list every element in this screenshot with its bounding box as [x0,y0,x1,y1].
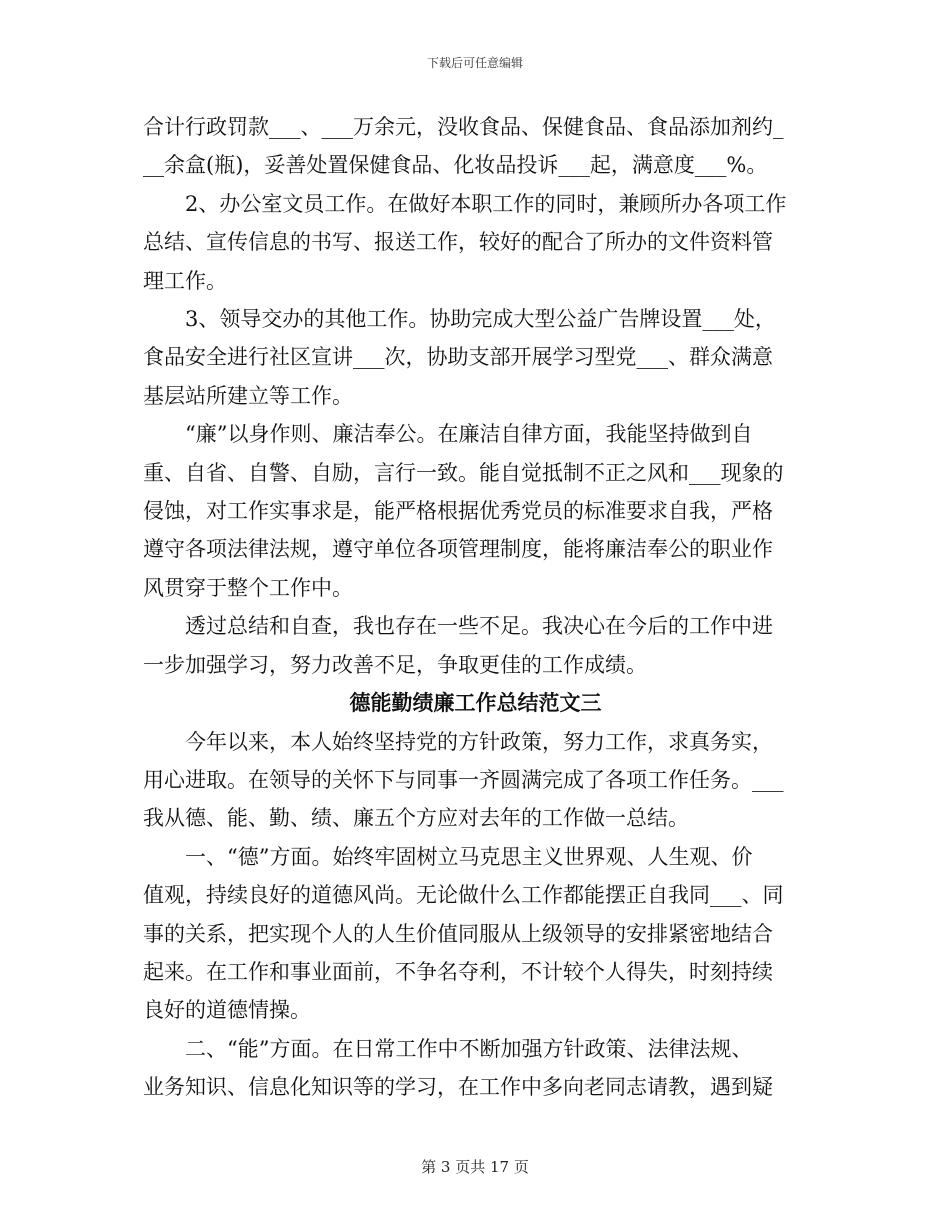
text-line: 总结、宣传信息的书写、报送工作，较好的配合了所办的文件资料管 [143,230,773,255]
text-line: 合计行政罚款___、___万余元，没收食品、保健食品、食品添加剂约_ [143,115,784,139]
text-line: 我从德、能、勤、绩、廉五个方应对去年的工作做一总结。 [143,806,689,831]
text-line: 良好的道德情操。 [143,998,311,1023]
page-footer: 第 3 页共 17 页 [421,1158,529,1176]
text-line: 起来。在工作和事业面前，不争名夺利，不计较个人得失，时刻持续 [143,959,773,984]
text-line: 重、自省、自警、自励，言行一致。能自觉抵制不正之风和___现象的 [143,460,784,485]
text-line: 用心进取。在领导的关怀下与同事一齐圆满完成了各项工作任务。___ [143,767,784,792]
text-line: 值观，持续良好的道德风尚。无论做什么工作都能摆正自我同___、同 [143,883,784,908]
text-line: 3、领导交办的其他工作。协助完成大型公益广告牌设置___处， [185,307,776,332]
text-line: 遵守各项法律法规，遵守单位各项管理制度，能将廉洁奉公的职业作 [143,537,773,562]
page-header: 下载后可任意编辑 [426,56,523,70]
text-line: 事的关系，把实现个人的人生价值同服从上级领导的安排紧密地结合 [143,921,773,946]
text-line: 今年以来，本人始终坚持党的方针政策，努力工作，求真务实， [185,729,773,754]
text-line: 侵蚀，对工作实事求是，能严格根据优秀党员的标准要求自我，严格 [143,499,773,524]
text-line: 基层站所建立等工作。 [143,383,353,408]
text-line: 2、办公室文员工作。在做好本职工作的同时，兼顾所办各项工作 [185,191,787,216]
text-line: __余盒(瓶)，妥善处置保健食品、化妆品投诉___起，满意度___%。 [143,153,768,178]
text-line: 一步加强学习，努力改善不足，争取更佳的工作成绩。 [143,652,647,677]
section-title: 德能勤绩廉工作总结范文三 [349,691,602,716]
text-line: 风贯穿于整个工作中。 [143,575,353,600]
text-line: 业务知识、信息化知识等的学习，在工作中多向老同志请教，遇到疑 [143,1075,773,1100]
document-body [143,108,808,1107]
text-line: 透过总结和自查，我也存在一些不足。我决心在今后的工作中进 [185,614,773,639]
text-line: 食品安全进行社区宣讲___次，协助支部开展学习型党___、群众满意 [143,345,773,370]
text-line: 二、“能”方面。在日常工作中不断加强方针政策、法律法规、 [185,1036,753,1061]
text-line: 一、“德”方面。始终牢固树立马克思主义世界观、人生观、价 [185,844,753,869]
text-line: “廉”以身作则、廉洁奉公。在廉洁自律方面，我能坚持做到自 [185,422,753,447]
text-line: 理工作。 [143,268,227,293]
